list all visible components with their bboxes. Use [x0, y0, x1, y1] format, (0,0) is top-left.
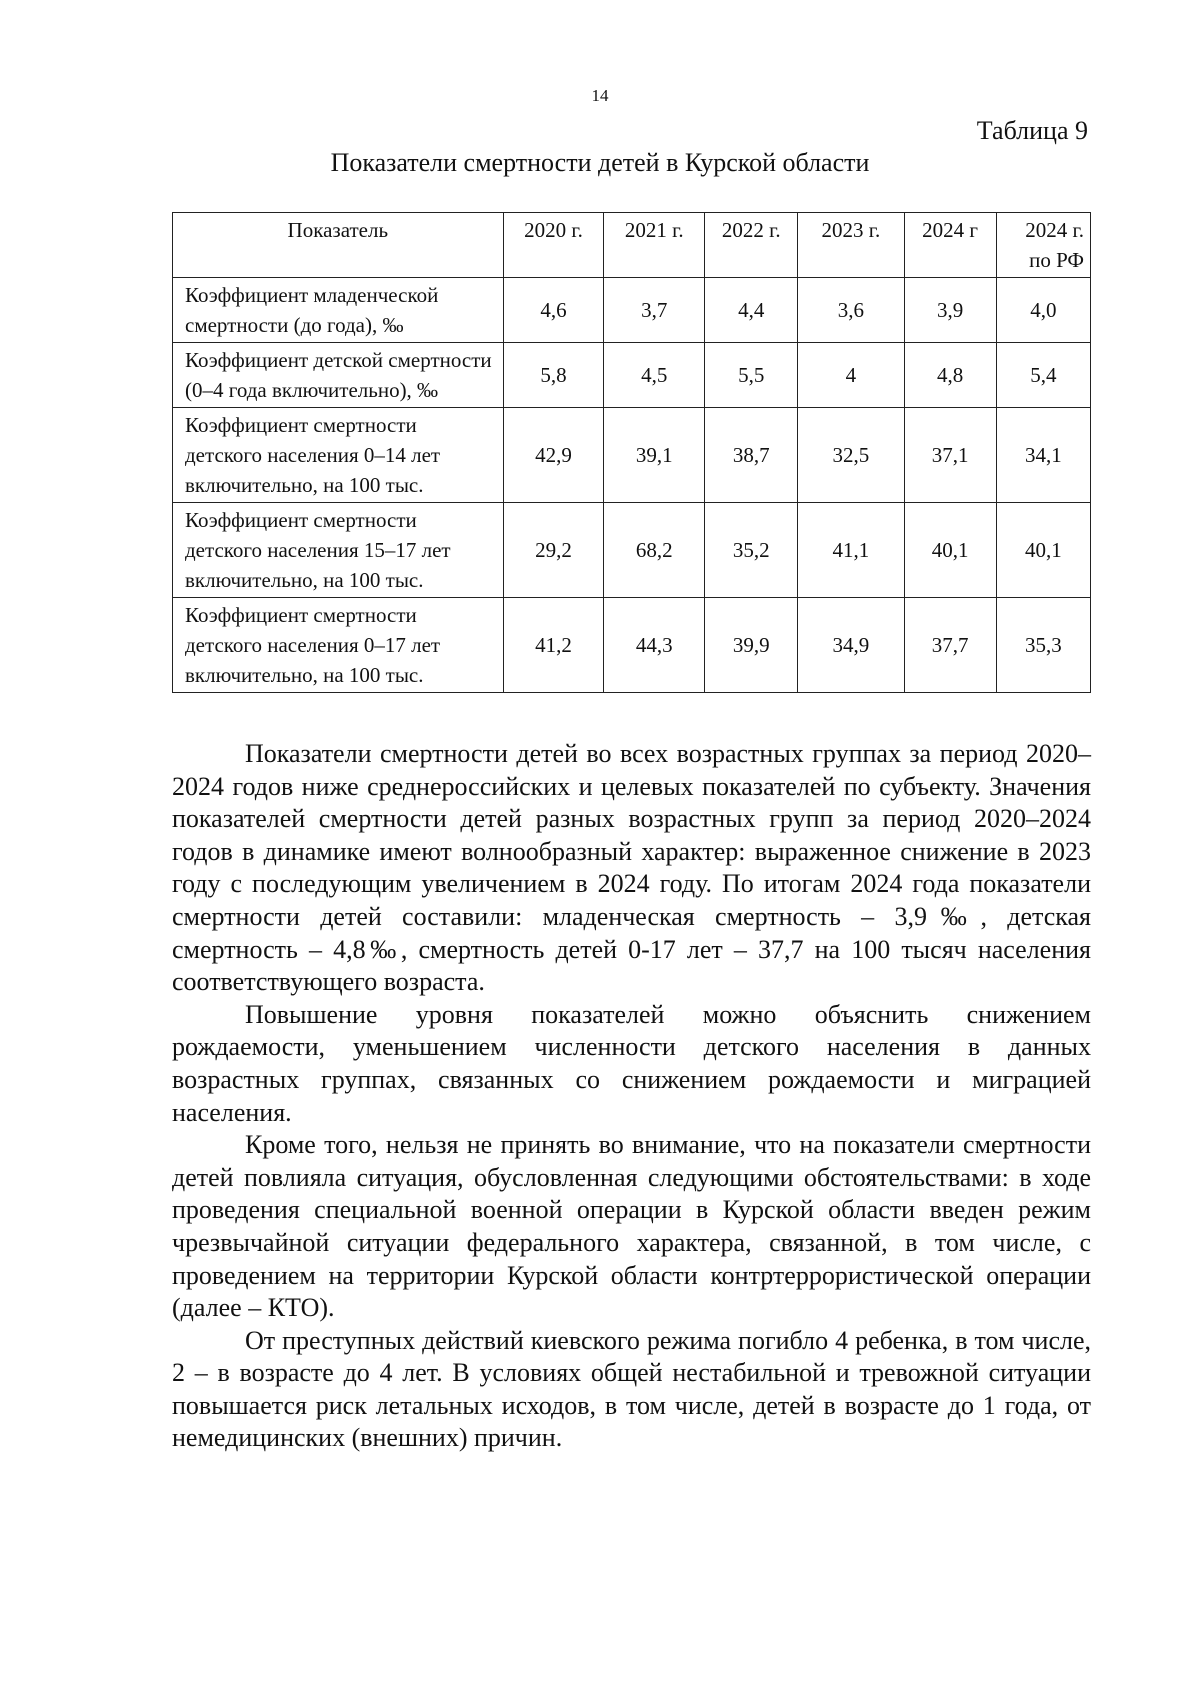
cell-value: 41,1 [798, 503, 904, 598]
cell-value: 5,8 [503, 343, 604, 408]
table-row [173, 278, 1091, 343]
cell-value: 5,4 [996, 343, 1090, 408]
cell-value: 5,5 [705, 343, 798, 408]
cell-value: 4,8 [904, 343, 996, 408]
cell-value: 34,9 [798, 598, 904, 693]
paragraph: Показатели смертности детей во всех возрастных группах за период 2020–2024 годов ниже среднероссийских и целевых показателей по субъекту. Значения показателей смертности детей разных возрастных групп за период 2020–2024 годов в динамике имеют волнообразный характер: выраженное снижение в 2023 году с последующим увеличением в 2024 году. По итогам 2024 года показатели смертности детей составили: младенческая смертность – 3,9‰, детская смертность – 4,8‰, смертность детей 0-17 лет – 37,7 на 100 тысяч населения соответствующего возраста. [172, 739, 1091, 997]
row-indicator: Коэффициент смертности детского населения 15–17 лет включительно, на 100 тыс. [173, 503, 504, 598]
cell-value: 34,1 [996, 408, 1090, 503]
cell-value: 38,7 [705, 408, 798, 503]
cell-value: 35,3 [996, 598, 1090, 693]
header-2021: 2021 г. [604, 213, 705, 278]
row-indicator: Коэффициент смертности детского населения 0–14 лет включительно, на 100 тыс. [173, 408, 504, 503]
header-2024-rf: 2024 г. по РФ [996, 213, 1090, 278]
cell-value: 41,2 [503, 598, 604, 693]
cell-value: 3,9 [904, 278, 996, 343]
table-row [173, 343, 1091, 408]
cell-value: 40,1 [904, 503, 996, 598]
paragraph: Кроме того, нельзя не принять во внимание, что на показатели смертности детей повлияла ситуация, обусловленная следующими обстоятельствами: в ходе проведения специальной военной операции в Курской области введен режим чрезвычайной ситуации федерального характера, связанной, в том числе, с проведением на территории Курской области контртеррористической операции (далее – КТО). [172, 1130, 1091, 1323]
cell-value: 4,0 [996, 278, 1090, 343]
row-indicator: Коэффициент детской смертности (0–4 года включительно), ‰ [173, 343, 504, 408]
cell-value: 68,2 [604, 503, 705, 598]
cell-value: 29,2 [503, 503, 604, 598]
paragraph: Повышение уровня показателей можно объяснить снижением рождаемости, уменьшением численности детского населения в данных возрастных группах, связанных со снижением рождаемости и миграцией населения. [172, 999, 1091, 1127]
table-label: Таблица 9 [976, 116, 1088, 145]
header-2024: 2024 г [904, 213, 996, 278]
cell-value: 3,6 [798, 278, 904, 343]
table-row [173, 503, 1091, 598]
cell-value: 32,5 [798, 408, 904, 503]
header-2022: 2022 г. [705, 213, 798, 278]
table-row [173, 598, 1091, 693]
cell-value: 4,5 [604, 343, 705, 408]
header-2023: 2023 г. [798, 213, 904, 278]
row-indicator: Коэффициент младенческой смертности (до года), ‰ [173, 278, 504, 343]
cell-value: 37,7 [904, 598, 996, 693]
cell-value: 4 [798, 343, 904, 408]
paragraph: От преступных действий киевского режима погибло 4 ребенка, в том числе, 2 – в возрасте до 4 лет. В условиях общей нестабильной и тревожной ситуации повышается риск летальных исходов, в том числе, детей в возрасте до 1 года, от немедицинских (внешних) причин. [172, 1325, 1091, 1453]
cell-value: 44,3 [604, 598, 705, 693]
cell-value: 4,6 [503, 278, 604, 343]
cell-value: 35,2 [705, 503, 798, 598]
cell-value: 39,9 [705, 598, 798, 693]
table-header-row [173, 213, 1091, 278]
body-text [172, 738, 1091, 1455]
cell-value: 37,1 [904, 408, 996, 503]
row-indicator: Коэффициент смертности детского населения 0–17 лет включительно, на 100 тыс. [173, 598, 504, 693]
cell-value: 4,4 [705, 278, 798, 343]
header-indicator: Показатель [173, 213, 504, 278]
cell-value: 40,1 [996, 503, 1090, 598]
cell-value: 3,7 [604, 278, 705, 343]
cell-value: 39,1 [604, 408, 705, 503]
header-2020: 2020 г. [503, 213, 604, 278]
table-row [173, 408, 1091, 503]
mortality-table [172, 212, 1091, 693]
page-number: 14 [591, 86, 609, 105]
table-title: Показатели смертности детей в Курской области [330, 148, 870, 177]
cell-value: 42,9 [503, 408, 604, 503]
